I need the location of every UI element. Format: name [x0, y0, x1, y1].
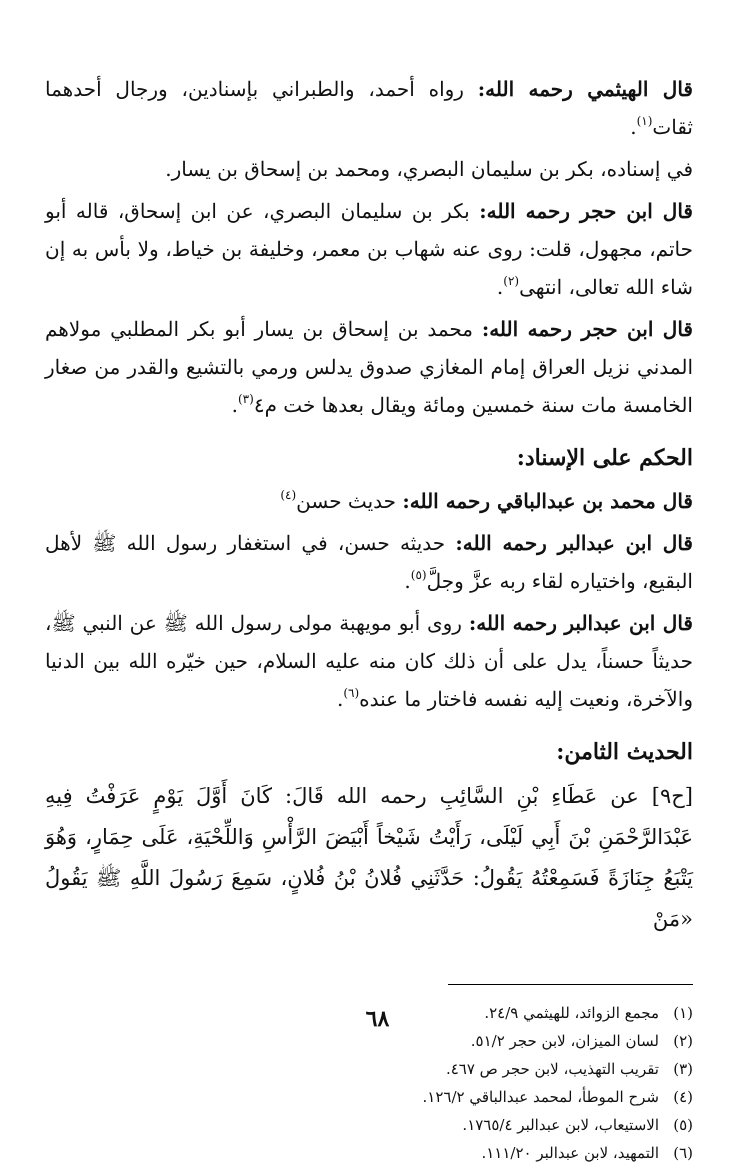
paragraph-tail: . — [231, 393, 238, 417]
paragraph-tail: . — [404, 569, 411, 593]
paragraph-lead: قال الهيثمي رحمه الله: — [477, 77, 693, 101]
footnote-number: (١) — [673, 1004, 693, 1022]
paragraph-ibn-hajar-ishaq — [45, 310, 693, 424]
section-heading-eighth-hadith: الحديث الثامن: — [556, 739, 693, 765]
page-number: ٦٨ — [365, 1006, 390, 1032]
paragraph-text: رواه أحمد، والطبراني بإسنادين، ورجال أحدهما ثقات — [45, 77, 693, 139]
footnote-item — [45, 1111, 693, 1139]
footnote-text: تقريب التهذيب، لابن حجر ص ٤٦٧. — [445, 1060, 659, 1078]
footnote-divider — [448, 984, 693, 985]
paragraph-tail: . — [496, 275, 504, 299]
paragraph-lead: قال ابن عبدالبر رحمه الله: — [455, 531, 693, 555]
footnote-number: (٦) — [673, 1144, 693, 1162]
paragraph-ibn-hajar-bakr — [45, 192, 693, 306]
paragraph-ibn-abdulbarr-1 — [45, 524, 693, 600]
paragraph-text: محمد بن إسحاق بن يسار أبو بكر المطلبي مولاهم المدني نزيل العراق إمام المغازي صدوق يدلس ورمي بالتشيع والقدر من صغار الخامسة مات سنة خمسين ومائة ويقال بعدها خت م٤ — [45, 317, 693, 417]
footnote-number: (٣) — [673, 1060, 693, 1078]
footnote-ref[interactable]: (٤) — [280, 488, 297, 502]
footnote-ref[interactable]: (٦) — [343, 686, 360, 700]
paragraph-text: حديث حسن — [296, 489, 403, 513]
footnote-ref[interactable]: (٢) — [503, 274, 520, 288]
paragraph-isnad-note — [45, 150, 693, 188]
footnote-ref[interactable]: (٥) — [410, 568, 427, 582]
paragraph-tail: . — [630, 115, 637, 139]
footnote-number: (٢) — [673, 1032, 693, 1050]
paragraph-lead: قال ابن حجر رحمه الله: — [479, 199, 693, 223]
footnote-text: الاستيعاب، لابن عبدالبر ١٧٦٥/٤. — [462, 1116, 659, 1134]
footnote-number: (٥) — [673, 1116, 693, 1134]
paragraph-lead: قال ابن حجر رحمه الله: — [481, 317, 693, 341]
paragraph-text: في إسناده، بكر بن سليمان البصري، ومحمد بن إسحاق بن يسار. — [165, 157, 693, 181]
footnote-text: شرح الموطأ، لمحمد عبدالباقي ١٢٦/٢. — [422, 1088, 659, 1106]
section-heading-ruling: الحكم على الإسناد: — [516, 445, 693, 471]
footnote-text: مجمع الزوائد، للهيثمي ٢٤/٩. — [484, 1004, 659, 1022]
footnote-number: (٤) — [673, 1088, 693, 1106]
paragraph-lead: قال ابن عبدالبر رحمه الله: — [468, 611, 693, 635]
footnote-item — [45, 1083, 693, 1111]
footnote-text: التمهيد، لابن عبدالبر ١١١/٢٠. — [481, 1144, 659, 1162]
paragraph-text: روى أبو مويهبة مولى رسول الله ﷺ عن النبي ﷺ، حديثاً حسناً، يدل على أن ذلك كان منه عليه السلام، حين خيّره الله بين الدنيا والآخرة، ونعيت إليه نفسه فاختار ما عنده — [45, 611, 693, 711]
paragraph-lead: قال محمد بن عبدالباقي رحمه الله: — [402, 489, 693, 513]
paragraph-abdulbaqi — [45, 482, 693, 520]
paragraph-ibn-abdulbarr-2 — [45, 604, 693, 718]
paragraph-text: بكر بن سليمان البصري، عن ابن إسحاق، قاله أبو حاتم، مجهول، قلت: روى عنه شهاب بن معمر، وخليفة بن خياط، ولا بأس به إن شاء الله تعالى، انتهى — [45, 199, 693, 299]
footnote-ref[interactable]: (١) — [636, 114, 653, 128]
paragraph-haythami — [45, 70, 693, 146]
paragraph-text: حديثه حسن، في استغفار رسول الله ﷺ لأهل البقيع، واختياره لقاء ربه عزَّ وجلَّ — [45, 531, 693, 593]
footnote-item — [45, 1139, 693, 1167]
footnote-text: لسان الميزان، لابن حجر ٥١/٢. — [470, 1032, 659, 1050]
footnote-ref[interactable]: (٣) — [237, 392, 254, 406]
footnote-item — [45, 1055, 693, 1083]
paragraph-tail: . — [336, 687, 344, 711]
hadith-text: [ح٩] عن عَطَاءِ بْنِ السَّائِبِ رحمه الله قَالَ: كَانَ أَوَّلَ يَوْمٍ عَرَفْتُ فِيهِ عَبْدَالرَّحْمَنِ بْنَ أَبِي لَيْلَى، رَأَيْتُ شَيْخاً أَبْيَضَ الرَّأْسِ وَاللِّحْيَةِ، عَلَى حِمَارٍ، وَهُوَ يَتْبَعُ جِنَازَةً فَسَمِعْتُهُ يَقُولُ: حَدَّثَنِي فُلانُ بْنُ فُلانٍ، سَمِعَ رَسُولَ اللَّهِ ﷺ يَقُولُ «مَنْ — [45, 784, 693, 931]
